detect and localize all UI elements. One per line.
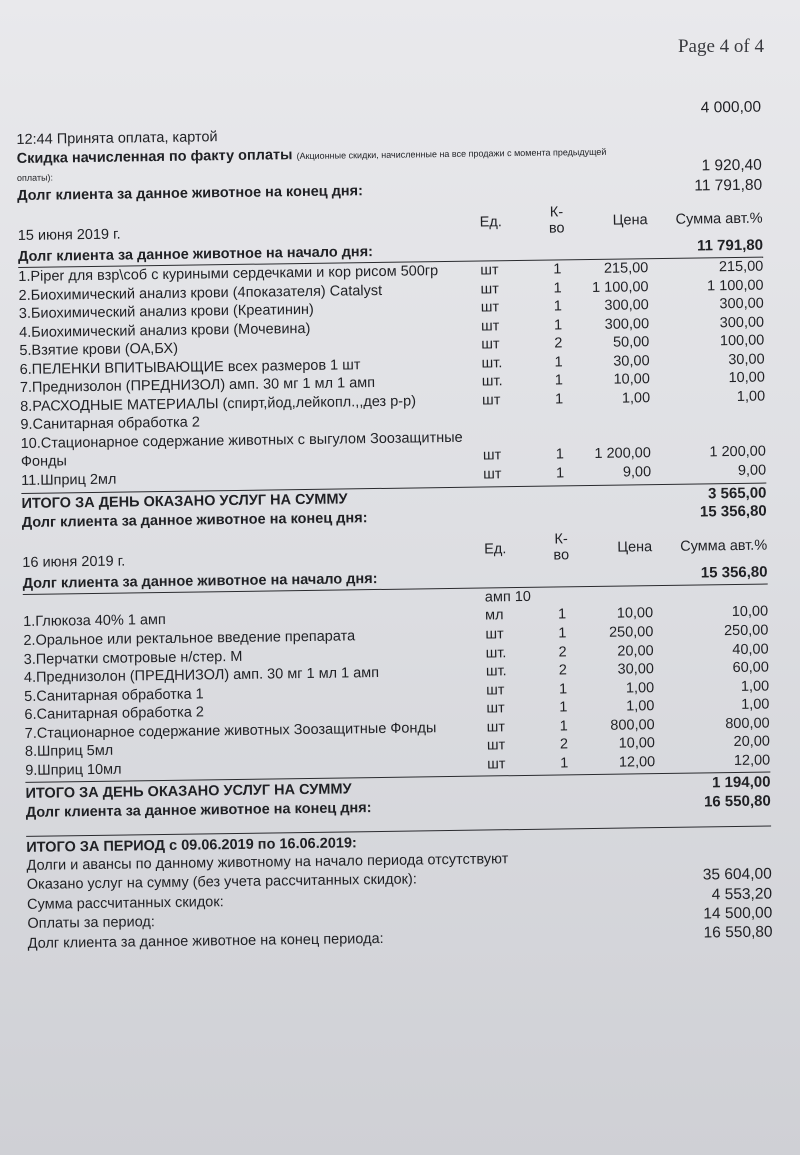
item-name: 4.Преднизолон (ПРЕДНИЗОЛ) амп. 30 мг 1 мл 1 амп xyxy=(23,665,380,687)
item-unit: шт. xyxy=(481,373,503,390)
item-sum: 800,00 xyxy=(725,715,770,732)
day-section xyxy=(22,530,771,822)
item-price: 1,00 xyxy=(621,390,651,407)
day-section xyxy=(17,203,766,532)
item-qty: 1 xyxy=(557,606,567,623)
period-discounts-label: Сумма рассчитанных скидок: xyxy=(27,893,224,913)
item-unit: шт xyxy=(480,299,500,316)
period-summary xyxy=(26,825,773,952)
item-sum: 9,00 xyxy=(737,462,767,479)
item-name: 6.ПЕЛЕНКИ ВПИТЫВАЮЩИЕ всех размеров 1 шт xyxy=(19,356,361,378)
item-qty: 1 xyxy=(560,755,569,772)
item-price: 250,00 xyxy=(608,624,654,641)
item-price: 1 200,00 xyxy=(594,445,651,463)
item-price: 300,00 xyxy=(604,297,649,314)
item-qty: 1 xyxy=(555,465,565,482)
day-end-debt-label: Долг клиента за данное животное на конец дня: xyxy=(21,510,368,531)
item-name: 5.Санитарная обработка 1 xyxy=(24,686,204,705)
item-sum: 1,00 xyxy=(741,696,770,714)
col-price-header: Цена xyxy=(612,212,648,229)
discount-amount: 1 920,40 xyxy=(701,156,762,175)
col-qty-header: К-во xyxy=(548,204,565,237)
item-price: 215,00 xyxy=(603,260,649,277)
item-sum: 60,00 xyxy=(732,659,769,677)
item-sum: 300,00 xyxy=(719,314,765,331)
col-unit-header: Ед. xyxy=(484,541,507,558)
item-qty: 1 xyxy=(553,317,563,334)
item-price: 30,00 xyxy=(613,352,650,370)
item-qty: 1 xyxy=(554,391,564,408)
item-unit: шт xyxy=(486,700,505,717)
item-name: 11.Шприц 2мл xyxy=(21,471,117,489)
item-price: 12,00 xyxy=(618,753,656,771)
item-qty: 1 xyxy=(559,718,568,735)
discount-note: (Акционные скидки, начисленные на все продажи с момента предыдущей оплаты): xyxy=(16,146,607,183)
item-sum: 40,00 xyxy=(732,641,769,658)
item-qty: 1 xyxy=(558,625,567,642)
item-qty: 2 xyxy=(558,643,567,661)
item-name: 2.Оральное или ректальное введение препарата xyxy=(23,628,356,649)
period-end-label: Долг клиента за данное животное на конец периода: xyxy=(27,930,384,952)
item-qty: 1 xyxy=(555,446,565,463)
day-date: 16 июня 2019 г. xyxy=(22,553,126,572)
item-unit xyxy=(482,409,546,428)
item-name: 1.Глюкоза 40% 1 амп xyxy=(23,612,166,631)
item-price: 1 100,00 xyxy=(591,278,649,296)
item-price: 10,00 xyxy=(616,605,654,623)
item-name: 1.Piper для взр\соб с куриными сердечками и кор рисом 500гр xyxy=(18,263,439,285)
item-unit: шт xyxy=(480,262,499,279)
item-unit: шт xyxy=(480,317,500,335)
top-end-debt-label: Долг клиента за данное животное на конец дня: xyxy=(17,183,364,204)
period-services-label: Оказано услуг на сумму (без учета рассчитанных скидок): xyxy=(26,871,417,894)
item-unit: шт. xyxy=(481,354,503,372)
item-name: 9.Санитарная обработка 2 xyxy=(20,414,200,434)
item-qty: 2 xyxy=(559,736,569,753)
col-sum-header: Сумма авт.% xyxy=(675,210,763,228)
item-price: 10,00 xyxy=(618,735,656,752)
item-price xyxy=(572,408,650,428)
period-payments-label: Оплаты за период: xyxy=(27,914,155,933)
item-name: 2.Биохимический анализ крови (4показателя) Catalyst xyxy=(18,282,383,304)
invoice-body xyxy=(16,98,773,953)
item-sum: 12,00 xyxy=(733,752,771,769)
item-sum: 300,00 xyxy=(719,295,764,313)
item-unit: шт xyxy=(486,737,506,754)
payment-text: 12:44 Принята оплата, картой xyxy=(16,129,218,149)
item-qty: 1 xyxy=(553,298,562,315)
item-name: 4.Биохимический анализ крови (Мочевина) xyxy=(19,320,311,341)
top-end-debt-amount: 11 791,80 xyxy=(694,176,763,195)
item-unit: шт xyxy=(483,466,502,483)
item-unit: шт xyxy=(486,718,506,736)
item-unit: шт. xyxy=(485,663,507,680)
item-sum: 20,00 xyxy=(733,733,771,751)
item-qty: 1 xyxy=(554,372,564,389)
item-unit: шт xyxy=(480,280,499,298)
period-discounts-amount: 4 553,20 xyxy=(711,885,773,903)
col-sum-header: Сумма авт.% xyxy=(680,537,768,555)
item-name: 3.Биохимический анализ крови (Креатинин) xyxy=(18,301,314,323)
item-price: 30,00 xyxy=(617,661,655,678)
item-unit: шт xyxy=(486,681,505,699)
item-name: 5.Взятие крови (ОА,БХ) xyxy=(19,340,179,360)
day-start-debt-label: Долг клиента за данное животное на начало дня: xyxy=(17,243,374,265)
item-name: 10.Стационарное содержание животных с выгулом Зоозащитные Фонды xyxy=(20,429,463,471)
item-sum: 1 200,00 xyxy=(709,444,766,461)
item-sum: 1,00 xyxy=(736,388,766,405)
item-name: 7.Стационарное содержание животных Зоозащитные Фонды xyxy=(24,719,437,742)
item-unit: шт xyxy=(482,447,502,464)
col-qty-header: К-во xyxy=(553,531,570,564)
period-end-amount: 16 550,80 xyxy=(703,923,773,942)
item-name: 9.Шприц 10мл xyxy=(25,761,122,779)
items-table xyxy=(23,584,771,780)
item-sum: 1,00 xyxy=(740,678,770,695)
item-sum: 30,00 xyxy=(728,351,765,368)
item-unit: шт xyxy=(481,336,500,353)
day-start-debt-amount: 11 791,80 xyxy=(696,236,764,255)
item-sum: 10,00 xyxy=(731,604,769,621)
period-title: ИТОГО ЗА ПЕРИОД с 09.06.2019 по 16.06.2019: xyxy=(26,835,357,856)
col-price-header: Цена xyxy=(617,539,653,556)
amount-value: 4 000,00 xyxy=(700,98,762,117)
item-price: 300,00 xyxy=(604,315,650,333)
day-total-label: ИТОГО ЗА ДЕНЬ ОКАЗАНО УСЛУГ НА СУММУ xyxy=(21,491,348,513)
item-qty: 2 xyxy=(558,662,568,679)
item-qty: 1 xyxy=(554,354,563,371)
day-end-debt-amount: 15 356,80 xyxy=(699,502,767,521)
item-sum: 100,00 xyxy=(719,332,765,350)
item-qty: 1 xyxy=(553,261,562,278)
item-unit: шт xyxy=(487,756,506,773)
item-qty: 1 xyxy=(553,279,562,297)
item-name: 3.Перчатки смотровые н/стер. М xyxy=(23,648,243,668)
item-sum: 215,00 xyxy=(718,258,764,276)
items-table xyxy=(18,258,766,491)
day-end-debt-amount: 16 550,80 xyxy=(703,792,771,811)
period-services-amount: 35 604,00 xyxy=(702,865,772,884)
item-price: 800,00 xyxy=(610,716,655,734)
item-name: 7.Преднизолон (ПРЕДНИЗОЛ) амп. 30 мг 1 мл 1 амп xyxy=(19,375,376,397)
item-qty: 1 xyxy=(559,681,568,698)
item-qty: 2 xyxy=(554,335,563,352)
item-price: 10,00 xyxy=(613,371,650,388)
item-price: 1,00 xyxy=(625,679,655,697)
item-name: 8.РАСХОДНЫЕ МАТЕРИАЛЫ (спирт,йод,лейкопл.,,дез р-р) xyxy=(20,393,417,415)
item-unit: шт xyxy=(482,392,501,409)
day-end-debt-label: Долг клиента за данное животное на конец дня: xyxy=(25,799,372,821)
day-start-debt-amount: 15 356,80 xyxy=(700,563,768,582)
day-total-amount: 1 194,00 xyxy=(711,773,771,792)
page-number: Page 4 of 4 xyxy=(677,36,764,57)
item-price: 20,00 xyxy=(617,642,654,660)
day-total-amount: 3 565,00 xyxy=(707,484,767,502)
col-unit-header: Ед. xyxy=(479,214,502,231)
item-price: 9,00 xyxy=(622,464,652,481)
item-sum xyxy=(650,406,765,426)
discount-label: Скидка начисленная по факту оплаты xyxy=(16,146,293,167)
item-name: 8.Шприц 5мл xyxy=(24,743,114,761)
item-price: 50,00 xyxy=(612,334,650,351)
day-total-label: ИТОГО ЗА ДЕНЬ ОКАЗАНО УСЛУГ НА СУММУ xyxy=(25,781,352,802)
item-qty xyxy=(546,409,572,428)
period-no-debt: Долги и авансы по данному животному на начало периода отсутствуют xyxy=(26,851,509,874)
item-name: 6.Санитарная обработка 2 xyxy=(24,704,205,724)
item-price: 1,00 xyxy=(626,698,655,715)
day-date: 15 июня 2019 г. xyxy=(17,226,121,245)
item-sum: 1 100,00 xyxy=(706,277,764,294)
item-unit: шт xyxy=(485,626,504,643)
days-container xyxy=(17,203,770,822)
period-payments-amount: 14 500,00 xyxy=(703,904,773,923)
item-unit: шт. xyxy=(485,644,507,662)
day-start-debt-label: Долг клиента за данное животное на начало дня: xyxy=(22,570,378,592)
item-unit: амп 10 мл xyxy=(484,588,532,624)
item-sum: 250,00 xyxy=(723,622,769,640)
item-qty: 1 xyxy=(559,699,568,716)
item-sum: 10,00 xyxy=(728,369,765,387)
